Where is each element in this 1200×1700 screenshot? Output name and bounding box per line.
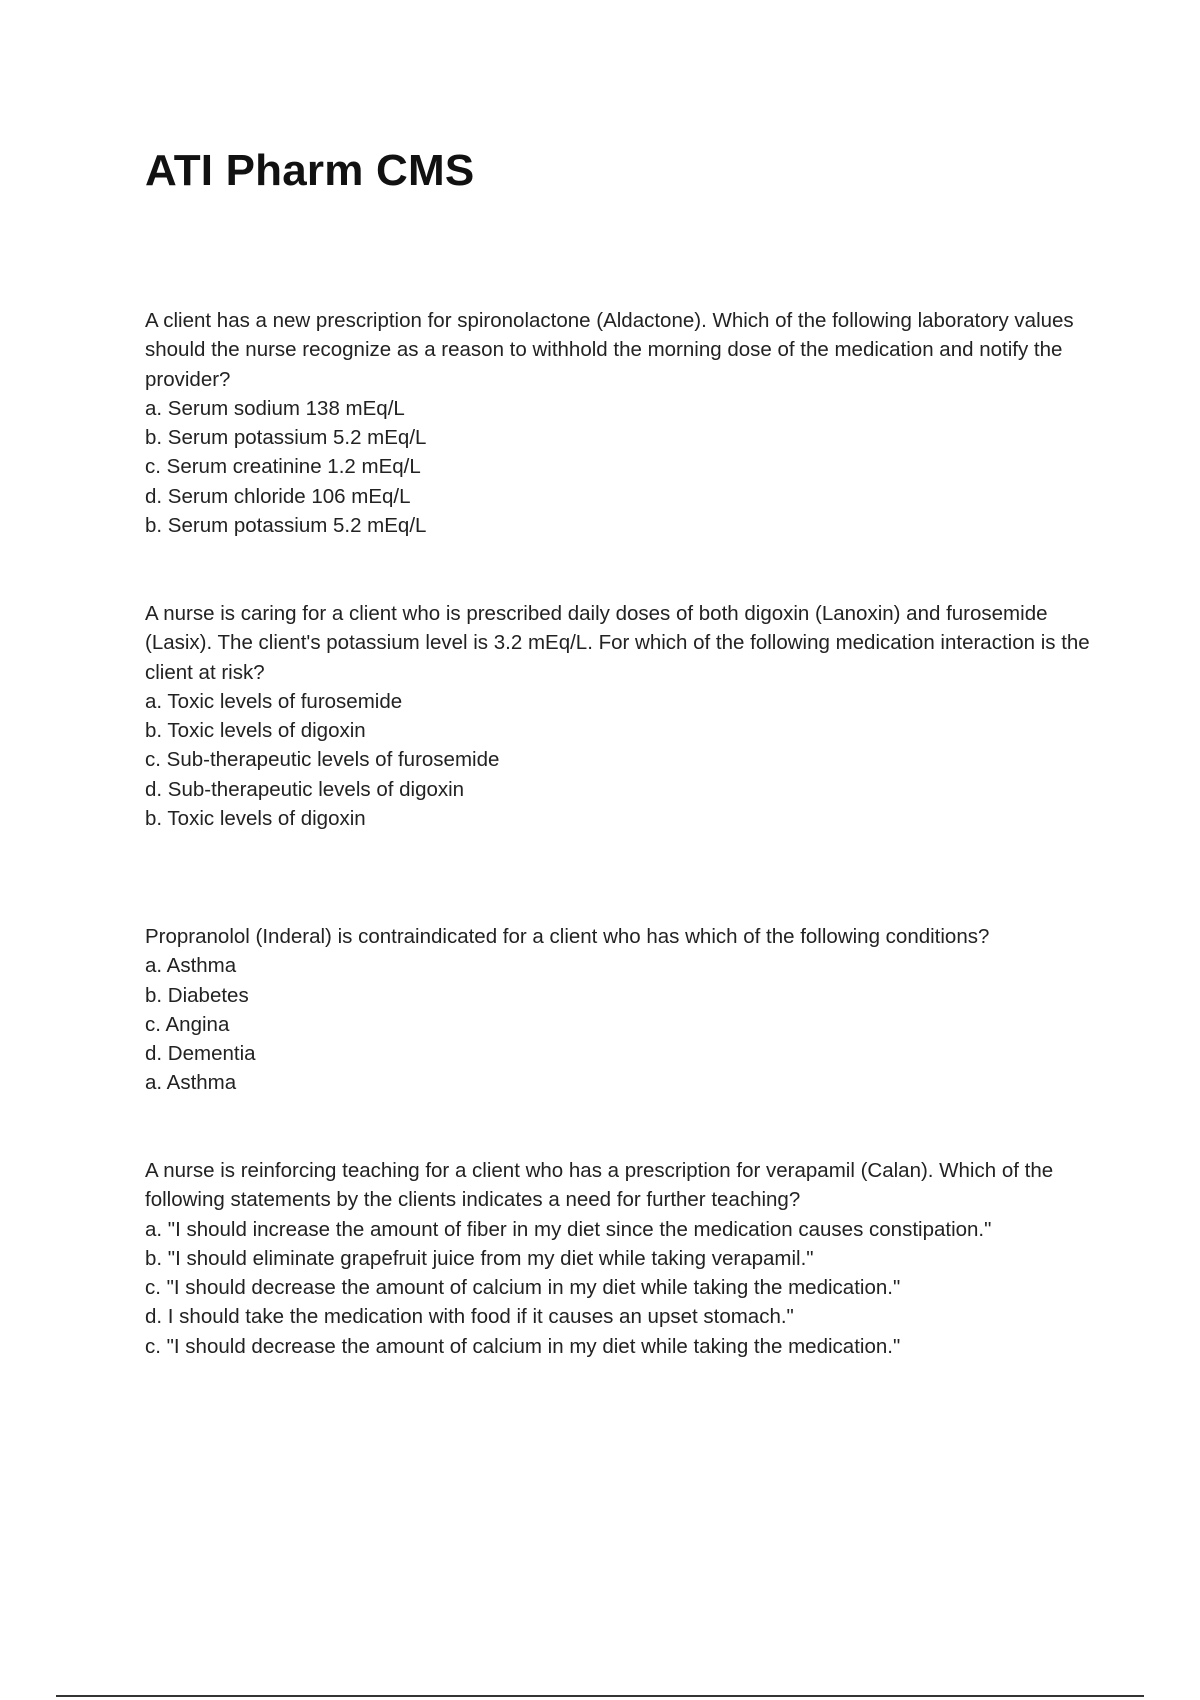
answer-option: d. Sub-therapeutic levels of digoxin <box>145 777 465 801</box>
answer-option: d. Dementia <box>145 1042 256 1066</box>
question-stem: A nurse is reinforcing teaching for a client who has a prescription for verapamil (Calan). Which of the following statements by the clients indicates a need for further teaching? <box>145 1159 1054 1212</box>
answer-option: b. Diabetes <box>145 983 249 1007</box>
answer-option: c. Angina <box>145 1012 230 1036</box>
document-title: ATI Pharm CMS <box>145 146 475 195</box>
correct-answer: a. Asthma <box>145 1071 237 1095</box>
question-stem: Propranolol (Inderal) is contraindicated for a client who has which of the following conditions? <box>145 925 990 948</box>
answer-option: c. "I should decrease the amount of calcium in my diet while taking the medication." <box>145 1276 901 1300</box>
answer-option: d. Serum chloride 106 mEq/L <box>145 484 411 508</box>
answer-option: a. Asthma <box>145 954 237 978</box>
answer-option: a. Serum sodium 138 mEq/L <box>145 396 405 420</box>
question-stem: A client has a new prescription for spironolactone (Aldactone). Which of the following laboratory values should the nurse recognize as a reason to withhold the morning dose of the medication and notify the provider? <box>145 309 1074 391</box>
question-block <box>145 922 1105 1098</box>
question-block <box>145 306 1105 540</box>
answer-option: c. Sub-therapeutic levels of furosemide <box>145 748 500 772</box>
correct-answer: b. Serum potassium 5.2 mEq/L <box>145 514 427 538</box>
answer-option: b. Toxic levels of digoxin <box>145 719 366 743</box>
correct-answer: c. "I should decrease the amount of calcium in my diet while taking the medication." <box>145 1334 901 1358</box>
answer-option: b. "I should eliminate grapefruit juice from my diet while taking verapamil." <box>145 1246 814 1270</box>
answer-option: a. "I should increase the amount of fiber in my diet since the medication causes constipation." <box>145 1217 992 1241</box>
correct-answer: b. Toxic levels of digoxin <box>145 807 366 831</box>
answer-option: c. Serum creatinine 1.2 mEq/L <box>145 455 421 479</box>
question-block <box>145 1156 1105 1361</box>
answer-option: a. Toxic levels of furosemide <box>145 689 403 713</box>
page-bottom-divider <box>56 1695 1144 1697</box>
question-stem: A nurse is caring for a client who is prescribed daily doses of both digoxin (Lanoxin) and furosemide (Lasix). The client's potassium level is 3.2 mEq/L. For which of the following medication interaction is the client at risk? <box>145 602 1090 684</box>
answer-option: d. I should take the medication with food if it causes an upset stomach." <box>145 1305 794 1329</box>
answer-option: b. Serum potassium 5.2 mEq/L <box>145 426 427 450</box>
question-block <box>145 599 1105 833</box>
